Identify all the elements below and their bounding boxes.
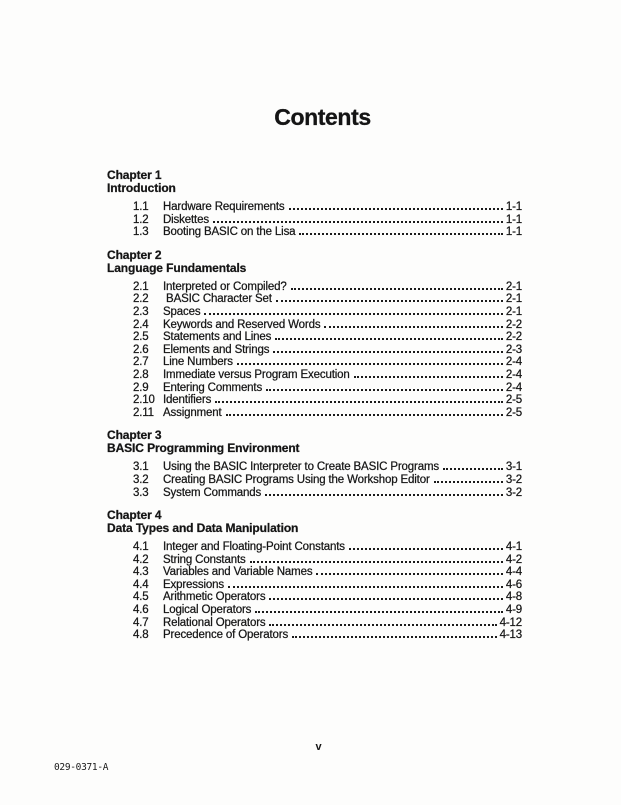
toc-entry: [133, 214, 522, 227]
entry-title: Immediate versus Program Execution: [163, 368, 350, 381]
document-number: 029-0371-A: [54, 762, 109, 773]
entry-page: 1-1: [505, 213, 522, 226]
dot-leader: [434, 481, 503, 483]
entry-page: 1-1: [505, 201, 522, 213]
dot-leader: [213, 221, 503, 223]
page-number: v: [315, 741, 322, 753]
entry-title: Arithmetic Operators: [163, 591, 266, 604]
entry-page: 4-8: [505, 591, 522, 604]
dot-leader: [354, 376, 503, 378]
dot-leader: [265, 494, 503, 496]
entry-page: 2-4: [505, 368, 522, 381]
entry-title: Statements and Lines: [163, 331, 272, 344]
entry-number: 2.9: [133, 381, 149, 394]
dot-leader: [299, 233, 502, 235]
entry-page: 4-6: [505, 578, 522, 591]
chapter-entries: [133, 281, 522, 420]
entry-page: 4-12: [499, 616, 522, 629]
entry-title: Booting BASIC on the Lisa: [163, 226, 296, 239]
toc-entry: [133, 306, 522, 319]
dot-leader: [250, 561, 503, 563]
toc-entry: [133, 293, 522, 306]
entry-title: Keywords and Reserved Words: [163, 318, 321, 331]
dot-leader: [215, 401, 503, 403]
entry-page: 4-13: [499, 629, 522, 642]
entry-number: 2.1: [133, 280, 149, 293]
dot-leader: [276, 300, 503, 302]
chapter-heading: Chapter 3: [107, 428, 162, 443]
entry-number: 2.4: [133, 318, 149, 331]
toc-entry: [133, 487, 522, 500]
entry-title: BASIC Character Set: [163, 293, 272, 306]
entry-number: 4.1: [133, 541, 149, 554]
entry-number: 1.2: [133, 213, 149, 226]
chapter-heading: Chapter 4: [107, 508, 162, 523]
dot-leader: [266, 389, 503, 391]
toc-entry: [133, 331, 522, 344]
entry-page: 2-3: [505, 343, 522, 356]
chapter-subtitle: Language Fundamentals: [107, 260, 247, 275]
dot-leader: [443, 468, 503, 470]
entry-title: String Constants: [163, 553, 246, 566]
entry-page: 2-5: [505, 406, 522, 419]
entry-number: 4.6: [133, 604, 149, 617]
entry-title: Relational Operators: [163, 616, 266, 629]
toc-entry: [133, 394, 522, 407]
toc-entry: [133, 344, 522, 357]
entry-title: Integer and Floating-Point Constants: [163, 541, 345, 554]
toc-entry: [133, 604, 522, 617]
toc-entry: [133, 629, 522, 642]
toc-entry: [133, 356, 522, 369]
dot-leader: [228, 586, 503, 588]
table-of-contents: [107, 169, 522, 652]
entry-number: 2.2: [133, 293, 149, 306]
chapter-heading: Chapter 2: [107, 247, 162, 262]
toc-entry: [133, 617, 522, 630]
toc-entry: [133, 474, 522, 487]
entry-title: Diskettes: [163, 213, 209, 226]
toc-entry: [133, 201, 522, 214]
entry-title: Identifiers: [163, 394, 212, 407]
entry-title: Creating BASIC Programs Using the Workshop Editor: [163, 473, 430, 486]
entry-page: 4-9: [505, 604, 522, 617]
entry-title: Precedence of Operators: [163, 629, 289, 642]
entry-page: 2-2: [505, 318, 522, 331]
entry-page: 4-2: [505, 553, 522, 566]
dot-leader: [255, 611, 503, 613]
entry-number: 4.8: [133, 629, 149, 642]
entry-title: Assignment: [163, 406, 222, 419]
entry-title: Elements and Strings: [163, 343, 270, 356]
entry-title: Entering Comments: [163, 381, 263, 394]
chapter-heading: Chapter 1: [107, 168, 162, 182]
toc-entry: [133, 407, 522, 420]
entry-page: 2-1: [505, 280, 522, 293]
toc-entry: [133, 541, 522, 554]
page-title: Contents: [274, 104, 371, 130]
toc-entry: [133, 566, 522, 579]
toc-entry: [133, 319, 522, 332]
toc-entry: [133, 461, 522, 474]
entry-page: 2-2: [505, 331, 522, 344]
dot-leader: [204, 313, 502, 315]
entry-page: 4-4: [505, 566, 522, 579]
entry-title: Variables and Variable Names: [163, 566, 313, 579]
entry-number: 3.3: [133, 486, 149, 499]
entry-number: 2.7: [133, 356, 149, 369]
chapter-entries: [133, 461, 522, 499]
entry-title: System Commands: [163, 486, 262, 499]
entry-page: 2-4: [505, 381, 522, 394]
entry-number: 4.3: [133, 566, 149, 579]
entry-page: 2-1: [505, 305, 522, 318]
entry-title: Line Numbers: [163, 356, 233, 369]
chapter-section: [107, 429, 522, 499]
entry-page: 3-2: [505, 473, 522, 486]
chapter-entries: [133, 541, 522, 642]
entry-number: 4.4: [133, 578, 149, 591]
entry-number: 4.7: [133, 616, 149, 629]
entry-title: Logical Operators: [163, 604, 252, 617]
entry-number: 2.5: [133, 331, 149, 344]
entry-number: 2.3: [133, 305, 149, 318]
dot-leader: [289, 208, 503, 210]
toc-entry: [133, 382, 522, 395]
toc-entry: [133, 554, 522, 567]
toc-entry: [133, 591, 522, 604]
entry-title: Interpreted or Compiled?: [163, 280, 287, 293]
dot-leader: [291, 288, 503, 290]
toc-entry: [133, 369, 522, 382]
entry-page: 4-1: [505, 541, 522, 554]
dot-leader: [275, 338, 503, 340]
toc-entry: [133, 579, 522, 592]
dot-leader: [269, 624, 496, 626]
chapter-entries: [133, 201, 522, 239]
dot-leader: [324, 326, 502, 328]
entry-number: 2.6: [133, 343, 149, 356]
entry-title: Spaces: [163, 305, 201, 318]
entry-page: 2-5: [505, 394, 522, 407]
entry-number: 1.3: [133, 226, 149, 239]
entry-number: 4.2: [133, 553, 149, 566]
entry-page: 3-2: [505, 486, 522, 499]
toc-entry: [133, 281, 522, 294]
entry-title: Expressions: [163, 578, 224, 591]
chapter-subtitle: Data Types and Data Manipulation: [107, 521, 299, 536]
dot-leader: [273, 351, 503, 353]
dot-leader: [237, 363, 503, 365]
entry-number: 2.10: [133, 394, 155, 407]
chapter-section: [107, 169, 522, 239]
entry-number: 3.2: [133, 473, 149, 486]
entry-number: 4.5: [133, 591, 149, 604]
entry-number: 1.1: [133, 201, 149, 213]
chapter-subtitle: Introduction: [107, 181, 176, 195]
entry-page: 2-1: [505, 293, 522, 306]
dot-leader: [226, 414, 503, 416]
entry-number: 2.11: [133, 406, 154, 419]
entry-page: 2-4: [505, 356, 522, 369]
toc-entry: [133, 226, 522, 239]
entry-number: 2.8: [133, 368, 149, 381]
chapter-section: [107, 509, 522, 642]
dot-leader: [269, 598, 502, 600]
chapter-subtitle: BASIC Programming Environment: [107, 441, 300, 456]
dot-leader: [349, 548, 503, 550]
entry-title: Hardware Requirements: [163, 201, 285, 213]
chapter-section: [107, 249, 522, 420]
dot-leader: [292, 636, 497, 638]
entry-number: 3.1: [133, 461, 149, 474]
dot-leader: [316, 573, 502, 575]
entry-page: 1-1: [505, 226, 522, 239]
entry-page: 3-1: [505, 461, 522, 474]
entry-title: Using the BASIC Interpreter to Create BASIC Programs: [163, 461, 439, 474]
